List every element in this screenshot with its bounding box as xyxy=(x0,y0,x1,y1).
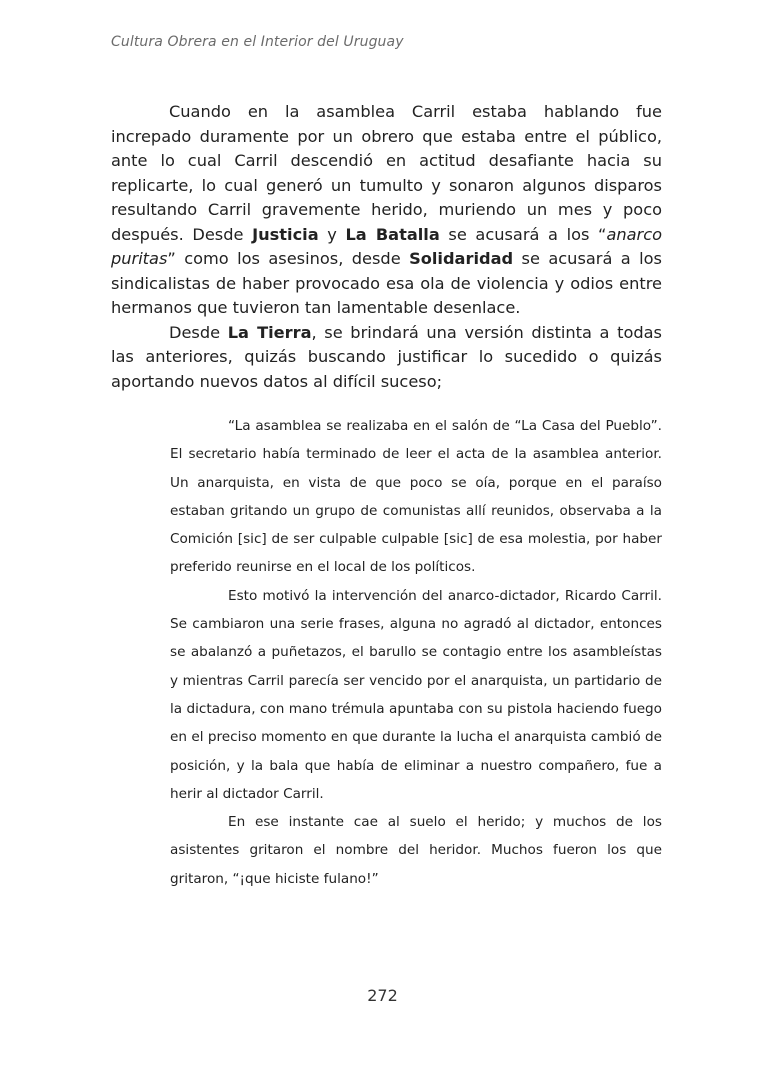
publication-name: Justicia xyxy=(252,224,319,244)
body-text xyxy=(111,100,662,394)
text-run: y xyxy=(318,224,346,244)
text-run: ” como los asesinos, desde xyxy=(167,249,410,268)
quote-paragraph: En ese instante cae al suelo el herido; y muchos de los asistentes gritaron el nombre del heridor. Muchos fueron los que gritaron, “¡que hiciste fulano!” xyxy=(170,814,662,887)
text-run: , se brindará una versión distinta a todas las anteriores, quizás buscando justificar lo sucedido o quizás aportando nuevos datos al difícil suceso; xyxy=(111,322,662,391)
paragraph xyxy=(111,321,662,395)
publication-name: La Batalla xyxy=(345,224,440,244)
running-header: Cultura Obrera en el Interior del Uruguay xyxy=(111,34,404,50)
text-run: Cuando en la asamblea Carril estaba hablando fue increpado duramente por un obrero que estaba entre el público, ante lo cual Carril descendió en actitud desafiante hacia su replicarte, lo cual generó un tumulto y sonaron algunos disparos resultando Carril gravemente herido, muriendo un mes y poco después. Desde xyxy=(111,102,662,244)
page-number: 272 xyxy=(367,986,398,1005)
text-run: Desde xyxy=(169,322,228,342)
publication-name: Solidaridad xyxy=(409,249,514,268)
quote-paragraph: “La asamblea se realizaba en el salón de “La Casa del Pueblo”. El secretario había terminado de leer el acta de la asamblea anterior. Un anarquista, en vista de que poco se oía, porque en el paraíso estaban gritando un grupo de comunistas allí reunidos, observaba a la Comición [sic] de ser culpable culpable [sic] de esa molestia, por haber preferido reunirse en el local de los políticos. xyxy=(170,418,662,576)
quote-paragraph: Esto motivó la intervención del anarco-dictador, Ricardo Carril. Se cambiaron una serie frases, alguna no agradó al dictador, entonces se abalanzó a puñetazos, el barullo se contagio entre los asambleístas y mientras Carril parecía ser vencido por el anarquista, un partidario de la dictadura, con mano trémula apuntaba con su pistola haciendo fuego en el preciso momento en que durante la lucha el anarquista cambió de posición, y la bala que había de eliminar a nuestro compañero, fue a herir al dictador Carril. xyxy=(170,587,662,802)
text-run: se acusará a los sindicalistas de haber provocado esa ola de violencia y odios entre hermanos que tuvieron tan lamentable desenlace. xyxy=(111,249,662,317)
paragraph xyxy=(111,100,662,321)
italic-term: anarco puritas xyxy=(111,224,662,268)
publication-name: La Tierra xyxy=(227,322,312,342)
block-quote xyxy=(170,412,662,893)
text-run: se acusará a los “ xyxy=(439,224,607,244)
